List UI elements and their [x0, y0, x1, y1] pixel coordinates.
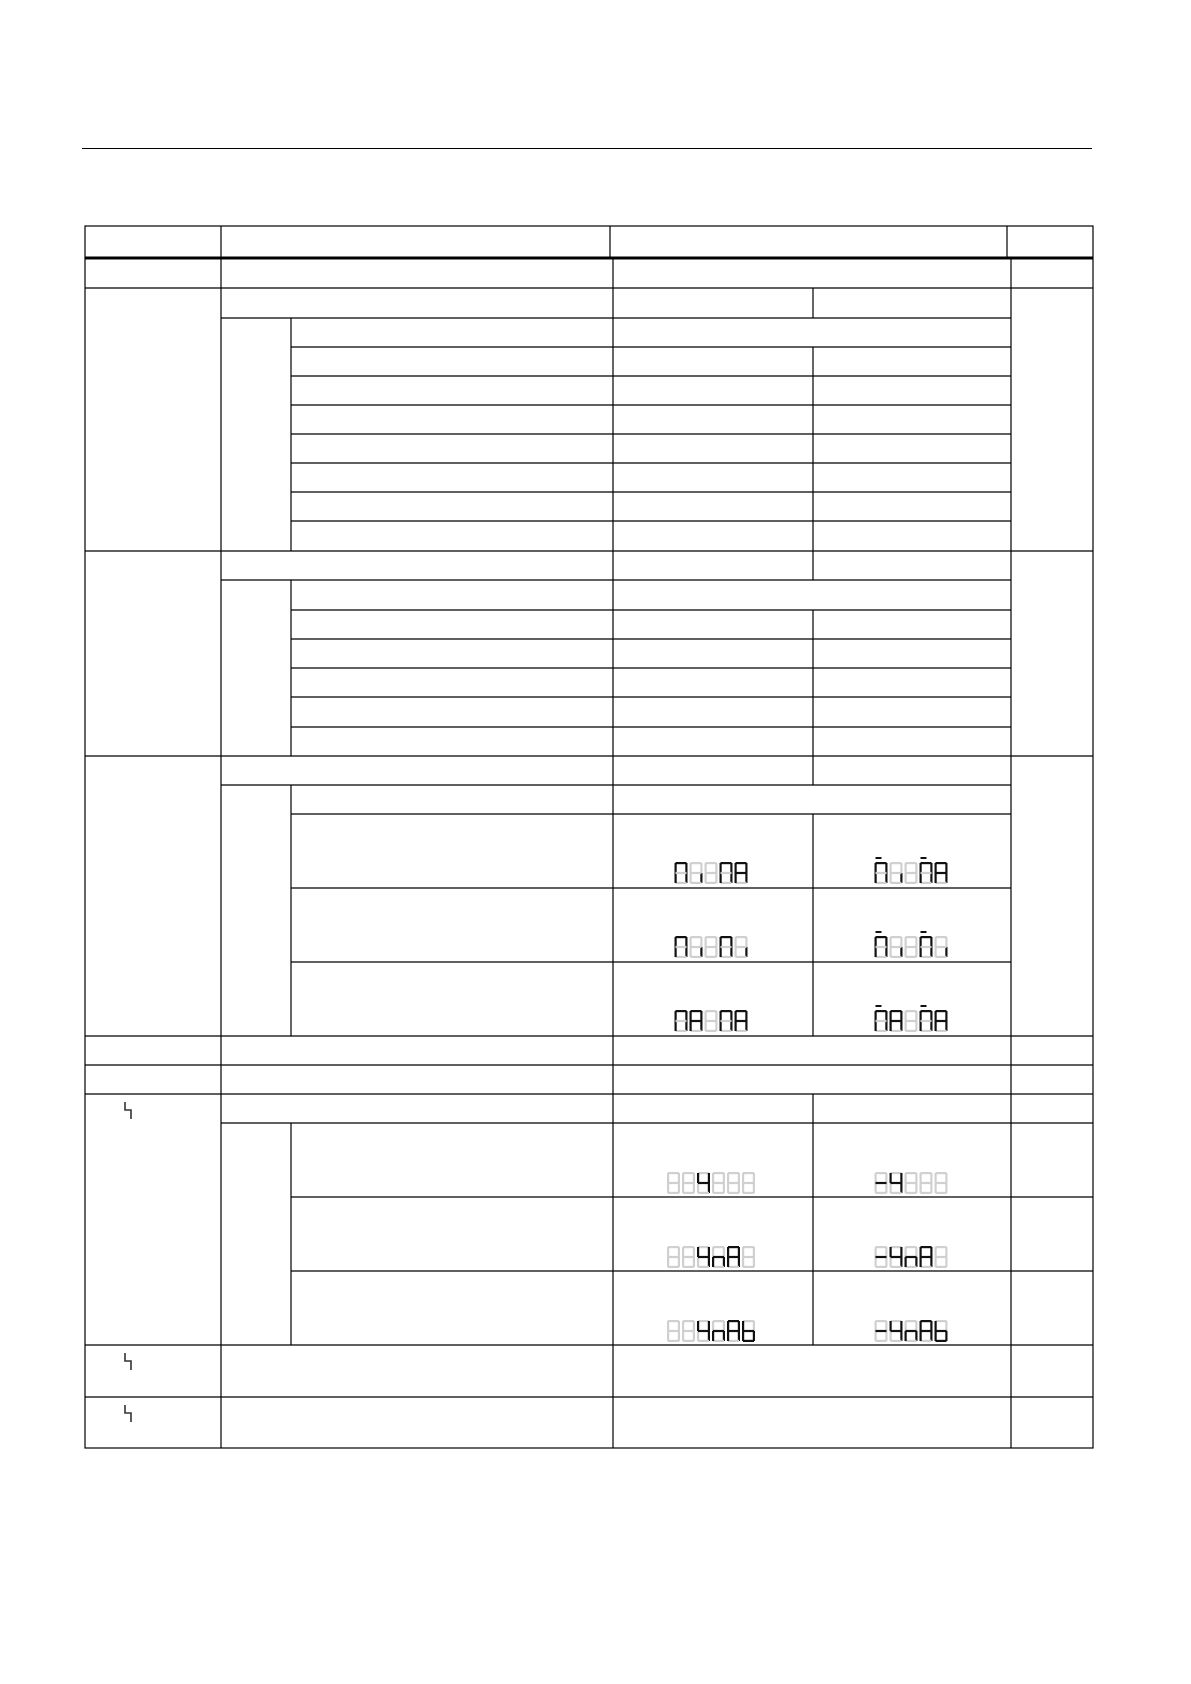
display-digit [682, 1246, 695, 1268]
display-digit [675, 1010, 688, 1032]
display-digit [920, 1172, 933, 1194]
display-digit [690, 862, 703, 884]
display-digit [905, 1010, 918, 1032]
display-digit [667, 1172, 680, 1194]
display-digit [742, 1172, 755, 1194]
display-digit [920, 857, 933, 884]
display-digit [920, 1005, 933, 1032]
segment-display-row_d-left [667, 1172, 755, 1194]
display-digit [720, 936, 733, 958]
display-digit [875, 1246, 888, 1268]
display-digit [690, 1010, 703, 1032]
display-digit [890, 1172, 903, 1194]
lightning-icon [125, 1102, 131, 1119]
segment-display-row_a-right [875, 857, 948, 884]
display-digit [935, 1172, 948, 1194]
segment-display-row_c-left [675, 1010, 748, 1032]
display-digit [890, 1246, 903, 1268]
display-digit [875, 1005, 888, 1032]
display-digit [697, 1246, 710, 1268]
display-digit [890, 936, 903, 958]
segment-display-row_e-left [667, 1246, 755, 1268]
display-digit [935, 1320, 948, 1342]
display-digit [690, 936, 703, 958]
display-digit [735, 862, 748, 884]
display-digit [875, 857, 888, 884]
display-digit [905, 1246, 918, 1268]
display-digit [920, 1320, 933, 1342]
display-digit [667, 1320, 680, 1342]
display-digit [935, 936, 948, 958]
segment-display-row_b-left [675, 936, 748, 958]
display-digit [712, 1246, 725, 1268]
segment-display-row_f-left [667, 1320, 755, 1342]
segment-display-row_f-right [875, 1320, 948, 1342]
display-digit [905, 1172, 918, 1194]
display-digit [735, 1010, 748, 1032]
display-digit [682, 1172, 695, 1194]
display-digit [935, 862, 948, 884]
segment-display-row_a-left [675, 862, 748, 884]
segment-display-row_d-right [875, 1172, 948, 1194]
display-digit [667, 1246, 680, 1268]
display-digit [727, 1320, 740, 1342]
display-digit [890, 862, 903, 884]
display-digit [720, 862, 733, 884]
display-digit [705, 862, 718, 884]
display-digit [675, 936, 688, 958]
display-digit [875, 1320, 888, 1342]
display-digit [890, 1320, 903, 1342]
display-digit [727, 1172, 740, 1194]
segment-display-row_e-right [875, 1246, 948, 1268]
display-digit [705, 1010, 718, 1032]
lightning-icon [125, 1405, 131, 1422]
display-digit [712, 1320, 725, 1342]
display-digit [705, 936, 718, 958]
display-digit [720, 1010, 733, 1032]
display-digit [905, 1320, 918, 1342]
display-digit [742, 1246, 755, 1268]
segment-display-row_b-right [875, 931, 948, 958]
display-digit [905, 862, 918, 884]
segment-displays [667, 857, 948, 1342]
display-digit [935, 1010, 948, 1032]
display-digit [935, 1246, 948, 1268]
display-digit [875, 1172, 888, 1194]
lightning-icon [125, 1353, 131, 1370]
display-digit [905, 936, 918, 958]
display-digit [920, 931, 933, 958]
display-digit [742, 1320, 755, 1342]
display-digit [727, 1246, 740, 1268]
display-digit [712, 1172, 725, 1194]
display-digit [697, 1320, 710, 1342]
display-digit [697, 1172, 710, 1194]
display-digit [675, 862, 688, 884]
display-digit [682, 1320, 695, 1342]
display-digit [920, 1246, 933, 1268]
display-digit [735, 936, 748, 958]
display-digit [890, 1010, 903, 1032]
display-digit [875, 931, 888, 958]
table-border [85, 226, 1093, 1448]
segment-display-row_c-right [875, 1005, 948, 1032]
